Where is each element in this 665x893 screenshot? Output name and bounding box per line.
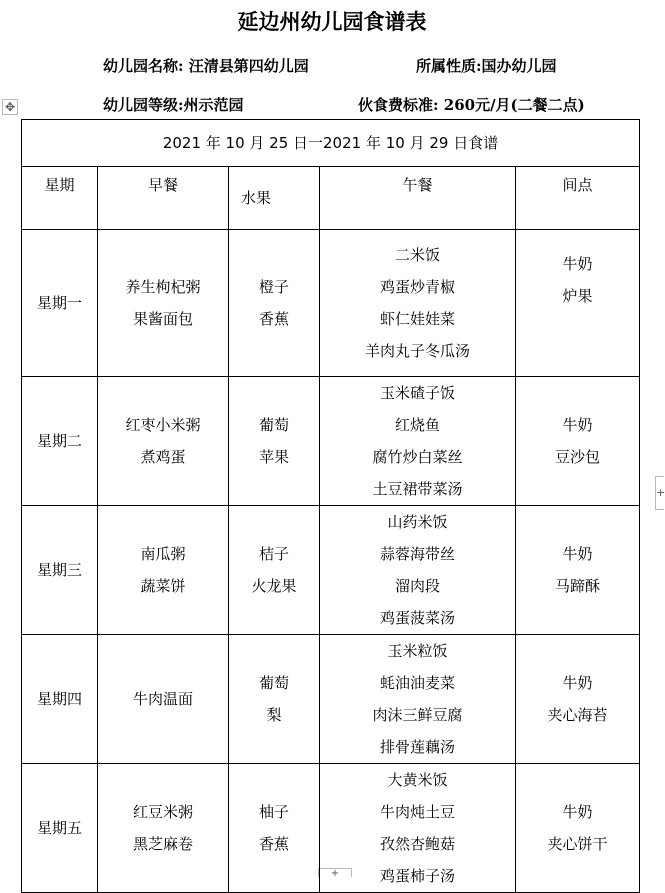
fruit-item: 橙子 <box>258 278 289 296</box>
lunch-item: 二米饭 <box>394 246 440 264</box>
snack-item: 牛奶 <box>562 416 593 434</box>
fruit-item: 苹果 <box>258 448 289 466</box>
fruit-cell <box>229 230 320 377</box>
day-cell: 星期三 <box>22 506 98 635</box>
lunch-item: 红烧鱼 <box>394 416 440 434</box>
fruit-item: 香蕉 <box>258 310 289 328</box>
lunch-cell <box>320 764 516 893</box>
header-snack: 间点 <box>516 167 640 230</box>
table-row <box>22 764 640 893</box>
lunch-item: 羊肉丸子冬瓜汤 <box>364 342 470 360</box>
lunch-item: 孜然杏鲍菇 <box>379 835 455 853</box>
lunch-item: 山药米饭 <box>387 513 448 531</box>
fruit-item: 桔子 <box>258 545 289 563</box>
fruit-cell <box>229 635 320 764</box>
kindergarten-name: 幼儿园名称: 汪清县第四幼儿园 <box>103 57 309 75</box>
fruit-item: 柚子 <box>258 803 289 821</box>
day-cell: 星期二 <box>22 377 98 506</box>
fruit-item: 葡萄 <box>258 674 289 692</box>
lunch-cell <box>320 377 516 506</box>
breakfast-item: 果酱面包 <box>132 310 193 328</box>
day-cell: 星期五 <box>22 764 98 893</box>
snack-item: 牛奶 <box>562 545 593 563</box>
header-lunch: 午餐 <box>320 167 516 230</box>
snack-cell <box>516 764 640 893</box>
lunch-item: 鸡蛋炒青椒 <box>379 278 455 296</box>
meal-fee-standard: 伙食费标准: 260元/月(二餐二点) <box>358 96 585 114</box>
snack-item: 牛奶 <box>562 803 593 821</box>
lunch-item: 腐竹炒白菜丝 <box>372 448 463 466</box>
date-range: 2021 年 10 月 25 日一2021 年 10 月 29 日食谱 <box>22 120 640 167</box>
breakfast-item: 黑芝麻卷 <box>132 835 193 853</box>
fruit-cell <box>229 377 320 506</box>
lunch-item: 大黄米饭 <box>387 771 448 789</box>
lunch-item: 肉沫三鲜豆腐 <box>372 706 463 724</box>
add-column-icon[interactable]: + <box>655 476 664 510</box>
header-row <box>22 167 640 230</box>
snack-item: 牛奶 <box>562 674 593 692</box>
breakfast-item: 红枣小米粥 <box>125 416 201 434</box>
fruit-item: 梨 <box>266 706 282 724</box>
header-day: 星期 <box>22 167 98 230</box>
snack-item: 炉果 <box>562 287 593 305</box>
header-fruit: 水果 <box>229 167 320 230</box>
lunch-item: 鸡蛋柿子汤 <box>379 867 455 885</box>
day-cell: 星期四 <box>22 635 98 764</box>
snack-item: 豆沙包 <box>555 448 601 466</box>
snack-item: 马蹄酥 <box>555 577 601 595</box>
snack-cell <box>516 377 640 506</box>
snack-cell <box>516 230 640 377</box>
breakfast-cell <box>98 377 229 506</box>
document-title: 延边州幼儿园食谱表 <box>237 9 427 34</box>
menu-table <box>21 119 640 893</box>
breakfast-item: 红豆米粥 <box>132 803 193 821</box>
table-move-handle-icon[interactable]: ✥ <box>2 99 18 115</box>
lunch-item: 溜肉段 <box>394 577 440 595</box>
breakfast-item: 牛肉温面 <box>132 690 193 708</box>
header-breakfast: 早餐 <box>98 167 229 230</box>
breakfast-item: 养生枸杞粥 <box>125 278 201 296</box>
breakfast-item: 南瓜粥 <box>140 545 186 563</box>
lunch-item: 排骨莲藕汤 <box>379 738 455 756</box>
breakfast-cell <box>98 230 229 377</box>
lunch-item: 土豆裙带菜汤 <box>372 480 463 498</box>
lunch-cell <box>320 506 516 635</box>
snack-cell <box>516 635 640 764</box>
table-row <box>22 635 640 764</box>
snack-item: 夹心饼干 <box>547 835 608 853</box>
lunch-item: 虾仁娃娃菜 <box>379 310 455 328</box>
lunch-item: 玉米碴子饭 <box>379 384 455 402</box>
snack-item: 夹心海苔 <box>547 706 608 724</box>
add-row-icon[interactable]: + <box>318 868 352 877</box>
breakfast-cell <box>98 506 229 635</box>
table-row <box>22 506 640 635</box>
fruit-item: 火龙果 <box>251 577 297 595</box>
kindergarten-nature: 所属性质:国办幼儿园 <box>416 57 557 75</box>
kindergarten-grade: 幼儿园等级:州示范园 <box>103 96 244 114</box>
breakfast-item: 煮鸡蛋 <box>140 448 186 466</box>
snack-cell <box>516 506 640 635</box>
fruit-cell <box>229 764 320 893</box>
lunch-item: 蚝油油麦菜 <box>379 674 455 692</box>
lunch-item: 蒜蓉海带丝 <box>379 545 455 563</box>
snack-item: 牛奶 <box>562 255 593 273</box>
breakfast-cell <box>98 764 229 893</box>
lunch-item: 鸡蛋菠菜汤 <box>379 609 455 627</box>
breakfast-item: 蔬菜饼 <box>140 577 186 595</box>
fruit-item: 香蕉 <box>258 835 289 853</box>
breakfast-cell <box>98 635 229 764</box>
day-cell: 星期一 <box>22 230 98 377</box>
fruit-item: 葡萄 <box>258 416 289 434</box>
fruit-cell <box>229 506 320 635</box>
lunch-cell <box>320 230 516 377</box>
table-row <box>22 377 640 506</box>
lunch-item: 玉米粒饭 <box>387 642 448 660</box>
lunch-item: 牛肉炖土豆 <box>379 803 455 821</box>
table-row <box>22 230 640 377</box>
lunch-cell <box>320 635 516 764</box>
